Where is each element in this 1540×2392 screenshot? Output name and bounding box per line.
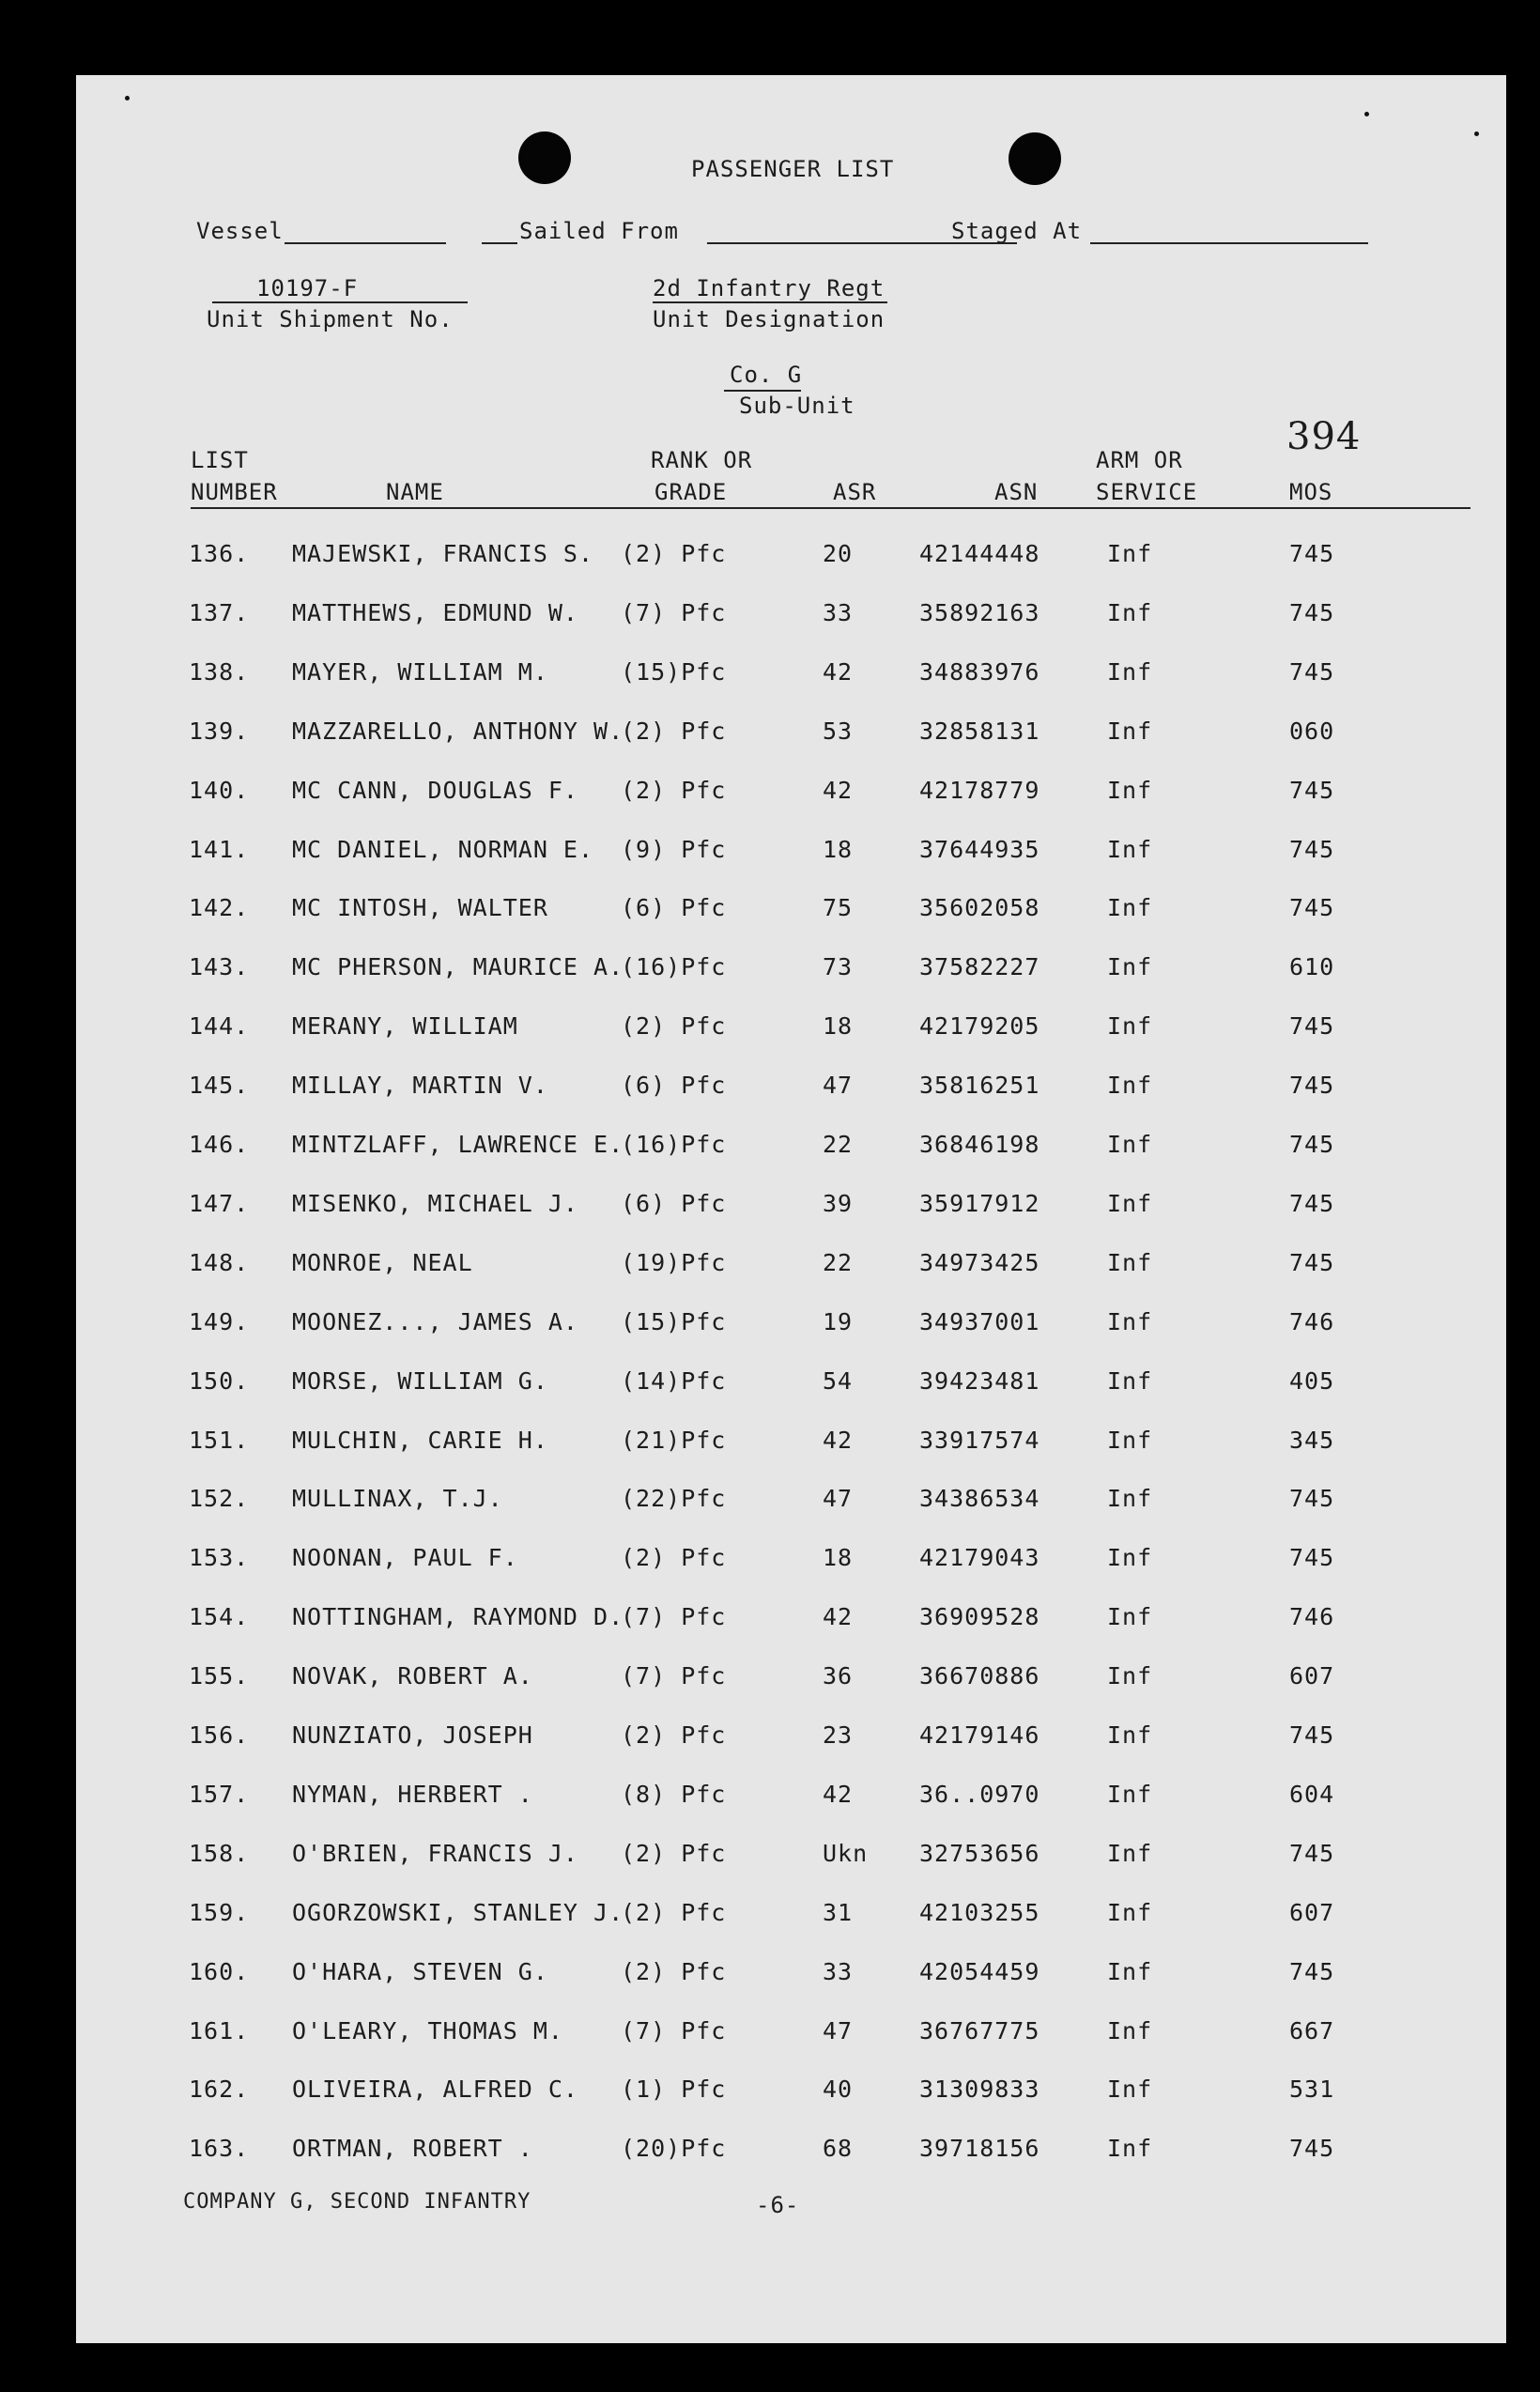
col-header-name: NAME bbox=[386, 479, 444, 505]
rank-grade: (15)Pfc bbox=[621, 657, 727, 686]
rank-grade: (2) Pfc bbox=[621, 1839, 727, 1867]
mos-code: 745 bbox=[1289, 1485, 1335, 1513]
arm-service: Inf bbox=[1107, 953, 1153, 981]
arm-service: Inf bbox=[1107, 1957, 1153, 1985]
rank-grade: (2) Pfc bbox=[621, 1898, 727, 1926]
passenger-name: MC DANIEL, NORMAN E. bbox=[292, 835, 594, 863]
list-number: 142. bbox=[189, 894, 250, 922]
mos-code: 745 bbox=[1289, 1957, 1335, 1985]
asr-score: 19 bbox=[823, 1307, 854, 1335]
mos-code: 345 bbox=[1289, 1426, 1335, 1454]
rank-grade: (2) Pfc bbox=[621, 776, 727, 804]
list-number: 144. bbox=[189, 1012, 250, 1041]
arm-service: Inf bbox=[1107, 1839, 1153, 1867]
rank-grade: (6) Pfc bbox=[621, 1072, 727, 1100]
asr-score: 33 bbox=[823, 1957, 854, 1985]
arm-service: Inf bbox=[1107, 2016, 1153, 2045]
rank-grade: (9) Pfc bbox=[621, 835, 727, 863]
asr-score: 42 bbox=[823, 776, 854, 804]
table-row bbox=[76, 1485, 1506, 1522]
arm-service: Inf bbox=[1107, 598, 1153, 626]
mos-code: 667 bbox=[1289, 2016, 1335, 2045]
page-stamp-number: 394 bbox=[1286, 415, 1362, 458]
army-serial-number: 33917574 bbox=[919, 1426, 1040, 1454]
arm-service: Inf bbox=[1107, 1072, 1153, 1100]
mos-code: 745 bbox=[1289, 835, 1335, 863]
table-row bbox=[76, 777, 1506, 814]
passenger-name: NOTTINGHAM, RAYMOND D. bbox=[292, 1603, 624, 1631]
table-row bbox=[76, 1190, 1506, 1227]
army-serial-number: 36..0970 bbox=[919, 1780, 1040, 1808]
passenger-name: MISENKO, MICHAEL J. bbox=[292, 1189, 578, 1217]
staged-at-field-line bbox=[1090, 242, 1368, 244]
army-serial-number: 42144448 bbox=[919, 540, 1040, 567]
col-header-asr: ASR bbox=[833, 479, 877, 505]
asr-score: 18 bbox=[823, 835, 854, 863]
list-number: 162. bbox=[189, 2076, 250, 2104]
table-row bbox=[76, 836, 1506, 873]
passenger-name: ORTMAN, ROBERT . bbox=[292, 2135, 533, 2163]
mos-code: 745 bbox=[1289, 1189, 1335, 1217]
table-row bbox=[76, 894, 1506, 932]
passenger-name: MULCHIN, CARIE H. bbox=[292, 1426, 548, 1454]
army-serial-number: 42103255 bbox=[919, 1898, 1040, 1926]
asr-score: 73 bbox=[823, 953, 854, 981]
arm-service: Inf bbox=[1107, 717, 1153, 745]
mos-code: 745 bbox=[1289, 1721, 1335, 1749]
list-number: 148. bbox=[189, 1248, 250, 1276]
list-number: 143. bbox=[189, 953, 250, 981]
unit-shipment-line bbox=[212, 301, 468, 303]
list-number: 150. bbox=[189, 1366, 250, 1395]
asr-score: 18 bbox=[823, 1544, 854, 1572]
rank-grade: (1) Pfc bbox=[621, 2076, 727, 2104]
list-number: 147. bbox=[189, 1189, 250, 1217]
table-row bbox=[76, 1249, 1506, 1287]
staged-at-label: Staged At bbox=[951, 218, 1083, 244]
army-serial-number: 35602058 bbox=[919, 894, 1040, 922]
asr-score: 33 bbox=[823, 598, 854, 626]
speck bbox=[125, 96, 130, 100]
rank-grade: (16)Pfc bbox=[621, 953, 727, 981]
asr-score: 42 bbox=[823, 1780, 854, 1808]
army-serial-number: 36909528 bbox=[919, 1603, 1040, 1631]
army-serial-number: 42179146 bbox=[919, 1721, 1040, 1749]
col-header-arm-2: SERVICE bbox=[1096, 479, 1198, 505]
passenger-name: MC PHERSON, MAURICE A. bbox=[292, 953, 624, 981]
rank-grade: (7) Pfc bbox=[621, 1662, 727, 1690]
arm-service: Inf bbox=[1107, 776, 1153, 804]
arm-service: Inf bbox=[1107, 1426, 1153, 1454]
col-header-mos: MOS bbox=[1289, 479, 1333, 505]
army-serial-number: 34937001 bbox=[919, 1307, 1040, 1335]
army-serial-number: 35892163 bbox=[919, 598, 1040, 626]
table-row bbox=[76, 1308, 1506, 1346]
list-number: 141. bbox=[189, 835, 250, 863]
table-row bbox=[76, 1544, 1506, 1582]
list-number: 161. bbox=[189, 2016, 250, 2045]
arm-service: Inf bbox=[1107, 1012, 1153, 1041]
sub-unit-line bbox=[724, 390, 801, 392]
army-serial-number: 39718156 bbox=[919, 2135, 1040, 2163]
mos-code: 610 bbox=[1289, 953, 1335, 981]
header-rule bbox=[191, 507, 1471, 509]
rank-grade: (2) Pfc bbox=[621, 1957, 727, 1985]
asr-score: 47 bbox=[823, 1485, 854, 1513]
passenger-name: O'LEARY, THOMAS M. bbox=[292, 2016, 563, 2045]
table-row bbox=[76, 1603, 1506, 1641]
arm-service: Inf bbox=[1107, 1131, 1153, 1158]
passenger-name: OLIVEIRA, ALFRED C. bbox=[292, 2076, 578, 2104]
arm-service: Inf bbox=[1107, 894, 1153, 922]
army-serial-number: 32858131 bbox=[919, 717, 1040, 745]
col-header-arm-1: ARM OR bbox=[1096, 447, 1183, 473]
vessel-field-line-2 bbox=[482, 242, 517, 244]
col-header-rank-1: RANK OR bbox=[651, 447, 753, 473]
asr-score: 75 bbox=[823, 894, 854, 922]
asr-score: 47 bbox=[823, 1072, 854, 1100]
passenger-name: MILLAY, MARTIN V. bbox=[292, 1072, 548, 1100]
asr-score: 53 bbox=[823, 717, 854, 745]
rank-grade: (2) Pfc bbox=[621, 1544, 727, 1572]
mos-code: 745 bbox=[1289, 2135, 1335, 2163]
rank-grade: (6) Pfc bbox=[621, 894, 727, 922]
table-row bbox=[76, 2076, 1506, 2113]
vessel-label: Vessel bbox=[196, 218, 284, 244]
passenger-name: OGORZOWSKI, STANLEY J. bbox=[292, 1898, 624, 1926]
list-number: 163. bbox=[189, 2135, 250, 2163]
punch-hole-left bbox=[518, 131, 571, 184]
mos-code: 745 bbox=[1289, 776, 1335, 804]
mos-code: 604 bbox=[1289, 1780, 1335, 1808]
arm-service: Inf bbox=[1107, 1780, 1153, 1808]
mos-code: 745 bbox=[1289, 598, 1335, 626]
rank-grade: (21)Pfc bbox=[621, 1426, 727, 1454]
footer-page-number: -6- bbox=[756, 2192, 800, 2218]
mos-code: 531 bbox=[1289, 2076, 1335, 2104]
passenger-name: O'HARA, STEVEN G. bbox=[292, 1957, 548, 1985]
army-serial-number: 34973425 bbox=[919, 1248, 1040, 1276]
list-number: 145. bbox=[189, 1072, 250, 1100]
list-number: 137. bbox=[189, 598, 250, 626]
table-row bbox=[76, 1072, 1506, 1109]
mos-code: 607 bbox=[1289, 1662, 1335, 1690]
rank-grade: (2) Pfc bbox=[621, 1721, 727, 1749]
passenger-name: NOONAN, PAUL F. bbox=[292, 1544, 518, 1572]
army-serial-number: 36767775 bbox=[919, 2016, 1040, 2045]
table-row bbox=[76, 540, 1506, 578]
rank-grade: (7) Pfc bbox=[621, 1603, 727, 1631]
table-row bbox=[76, 1899, 1506, 1937]
table-row bbox=[76, 1721, 1506, 1759]
army-serial-number: 35917912 bbox=[919, 1189, 1040, 1217]
col-header-list-1: LIST bbox=[191, 447, 249, 473]
army-serial-number: 36846198 bbox=[919, 1131, 1040, 1158]
rank-grade: (7) Pfc bbox=[621, 598, 727, 626]
mos-code: 745 bbox=[1289, 540, 1335, 567]
asr-score: 42 bbox=[823, 1426, 854, 1454]
list-number: 158. bbox=[189, 1839, 250, 1867]
table-row bbox=[76, 1781, 1506, 1818]
col-header-rank-2: GRADE bbox=[654, 479, 728, 505]
rank-grade: (15)Pfc bbox=[621, 1307, 727, 1335]
list-number: 140. bbox=[189, 776, 250, 804]
list-number: 155. bbox=[189, 1662, 250, 1690]
document-title: PASSENGER LIST bbox=[691, 156, 895, 182]
passenger-name: MAYER, WILLIAM M. bbox=[292, 657, 548, 686]
arm-service: Inf bbox=[1107, 540, 1153, 567]
asr-score: 22 bbox=[823, 1248, 854, 1276]
arm-service: Inf bbox=[1107, 2135, 1153, 2163]
arm-service: Inf bbox=[1107, 657, 1153, 686]
passenger-name: NYMAN, HERBERT . bbox=[292, 1780, 533, 1808]
arm-service: Inf bbox=[1107, 1189, 1153, 1217]
passenger-name: MERANY, WILLIAM bbox=[292, 1012, 518, 1041]
arm-service: Inf bbox=[1107, 1366, 1153, 1395]
table-row bbox=[76, 2135, 1506, 2172]
army-serial-number: 42179043 bbox=[919, 1544, 1040, 1572]
sub-unit: Co. G bbox=[730, 362, 803, 388]
list-number: 139. bbox=[189, 717, 250, 745]
army-serial-number: 31309833 bbox=[919, 2076, 1040, 2104]
list-number: 151. bbox=[189, 1426, 250, 1454]
army-serial-number: 34386534 bbox=[919, 1485, 1040, 1513]
arm-service: Inf bbox=[1107, 1603, 1153, 1631]
asr-score: 31 bbox=[823, 1898, 854, 1926]
unit-designation: 2d Infantry Regt bbox=[653, 275, 886, 301]
col-header-list-2: NUMBER bbox=[191, 479, 278, 505]
arm-service: Inf bbox=[1107, 835, 1153, 863]
footer-company: COMPANY G, SECOND INFANTRY bbox=[183, 2190, 531, 2214]
asr-score: 39 bbox=[823, 1189, 854, 1217]
punch-hole-right bbox=[1009, 132, 1061, 185]
arm-service: Inf bbox=[1107, 1307, 1153, 1335]
list-number: 153. bbox=[189, 1544, 250, 1572]
mos-code: 745 bbox=[1289, 1012, 1335, 1041]
rank-grade: (2) Pfc bbox=[621, 717, 727, 745]
army-serial-number: 37644935 bbox=[919, 835, 1040, 863]
passenger-name: MINTZLAFF, LAWRENCE E. bbox=[292, 1131, 624, 1158]
mos-code: 745 bbox=[1289, 1131, 1335, 1158]
vessel-field-line bbox=[285, 242, 446, 244]
document-page bbox=[76, 75, 1506, 2343]
arm-service: Inf bbox=[1107, 1248, 1153, 1276]
asr-score: 36 bbox=[823, 1662, 854, 1690]
arm-service: Inf bbox=[1107, 1721, 1153, 1749]
asr-score: 40 bbox=[823, 2076, 854, 2104]
speck bbox=[1474, 131, 1479, 136]
mos-code: 745 bbox=[1289, 1544, 1335, 1572]
passenger-name: NUNZIATO, JOSEPH bbox=[292, 1721, 533, 1749]
unit-designation-label: Unit Designation bbox=[653, 306, 886, 332]
list-number: 136. bbox=[189, 540, 250, 567]
passenger-name: MC INTOSH, WALTER bbox=[292, 894, 548, 922]
unit-shipment-label: Unit Shipment No. bbox=[207, 306, 454, 332]
mos-code: 607 bbox=[1289, 1898, 1335, 1926]
rank-grade: (2) Pfc bbox=[621, 540, 727, 567]
mos-code: 746 bbox=[1289, 1603, 1335, 1631]
asr-score: 47 bbox=[823, 2016, 854, 2045]
list-number: 149. bbox=[189, 1307, 250, 1335]
passenger-name: O'BRIEN, FRANCIS J. bbox=[292, 1839, 578, 1867]
mos-code: 405 bbox=[1289, 1366, 1335, 1395]
rank-grade: (20)Pfc bbox=[621, 2135, 727, 2163]
table-row bbox=[76, 1840, 1506, 1877]
asr-score: 54 bbox=[823, 1366, 854, 1395]
list-number: 138. bbox=[189, 657, 250, 686]
army-serial-number: 35816251 bbox=[919, 1072, 1040, 1100]
table-row bbox=[76, 658, 1506, 696]
asr-score: 42 bbox=[823, 1603, 854, 1631]
sub-unit-label: Sub-Unit bbox=[739, 393, 855, 419]
mos-code: 745 bbox=[1289, 657, 1335, 686]
list-number: 152. bbox=[189, 1485, 250, 1513]
asr-score: 23 bbox=[823, 1721, 854, 1749]
rank-grade: (16)Pfc bbox=[621, 1131, 727, 1158]
list-number: 146. bbox=[189, 1131, 250, 1158]
asr-score: 22 bbox=[823, 1131, 854, 1158]
asr-score: 42 bbox=[823, 657, 854, 686]
list-number: 160. bbox=[189, 1957, 250, 1985]
list-number: 154. bbox=[189, 1603, 250, 1631]
army-serial-number: 42179205 bbox=[919, 1012, 1040, 1041]
list-number: 159. bbox=[189, 1898, 250, 1926]
passenger-name: MAZZARELLO, ANTHONY W. bbox=[292, 717, 624, 745]
table-row bbox=[76, 1367, 1506, 1405]
asr-score: 18 bbox=[823, 1012, 854, 1041]
speck bbox=[1364, 112, 1369, 116]
table-row bbox=[76, 1427, 1506, 1464]
mos-code: 746 bbox=[1289, 1307, 1335, 1335]
table-row bbox=[76, 1131, 1506, 1168]
list-number: 156. bbox=[189, 1721, 250, 1749]
table-row bbox=[76, 2017, 1506, 2055]
mos-code: 745 bbox=[1289, 1072, 1335, 1100]
arm-service: Inf bbox=[1107, 1544, 1153, 1572]
rank-grade: (19)Pfc bbox=[621, 1248, 727, 1276]
rank-grade: (14)Pfc bbox=[621, 1366, 727, 1395]
army-serial-number: 37582227 bbox=[919, 953, 1040, 981]
table-row bbox=[76, 1662, 1506, 1700]
table-row bbox=[76, 599, 1506, 637]
col-header-asn: ASN bbox=[994, 479, 1039, 505]
passenger-name: MC CANN, DOUGLAS F. bbox=[292, 776, 578, 804]
mos-code: 745 bbox=[1289, 1839, 1335, 1867]
passenger-name: MULLINAX, T.J. bbox=[292, 1485, 503, 1513]
asr-score: Ukn bbox=[823, 1839, 869, 1867]
army-serial-number: 32753656 bbox=[919, 1839, 1040, 1867]
passenger-name: MAJEWSKI, FRANCIS S. bbox=[292, 540, 594, 567]
passenger-name: NOVAK, ROBERT A. bbox=[292, 1662, 533, 1690]
mos-code: 745 bbox=[1289, 1248, 1335, 1276]
asr-score: 68 bbox=[823, 2135, 854, 2163]
rank-grade: (2) Pfc bbox=[621, 1012, 727, 1041]
army-serial-number: 36670886 bbox=[919, 1662, 1040, 1690]
list-number: 157. bbox=[189, 1780, 250, 1808]
passenger-name: MATTHEWS, EDMUND W. bbox=[292, 598, 578, 626]
table-row bbox=[76, 1012, 1506, 1050]
rank-grade: (22)Pfc bbox=[621, 1485, 727, 1513]
army-serial-number: 42178779 bbox=[919, 776, 1040, 804]
asr-score: 20 bbox=[823, 540, 854, 567]
mos-code: 060 bbox=[1289, 717, 1335, 745]
rank-grade: (6) Pfc bbox=[621, 1189, 727, 1217]
army-serial-number: 34883976 bbox=[919, 657, 1040, 686]
passenger-name: MOONEZ..., JAMES A. bbox=[292, 1307, 578, 1335]
arm-service: Inf bbox=[1107, 1898, 1153, 1926]
army-serial-number: 39423481 bbox=[919, 1366, 1040, 1395]
army-serial-number: 42054459 bbox=[919, 1957, 1040, 1985]
table-row bbox=[76, 1958, 1506, 1996]
unit-designation-line bbox=[653, 301, 887, 303]
sailed-from-label: Sailed From bbox=[519, 218, 679, 244]
arm-service: Inf bbox=[1107, 2076, 1153, 2104]
table-row bbox=[76, 718, 1506, 755]
unit-shipment-number: 10197-F bbox=[256, 275, 359, 301]
mos-code: 745 bbox=[1289, 894, 1335, 922]
arm-service: Inf bbox=[1107, 1662, 1153, 1690]
rank-grade: (7) Pfc bbox=[621, 2016, 727, 2045]
rank-grade: (8) Pfc bbox=[621, 1780, 727, 1808]
passenger-name: MORSE, WILLIAM G. bbox=[292, 1366, 548, 1395]
table-row bbox=[76, 953, 1506, 991]
passenger-name: MONROE, NEAL bbox=[292, 1248, 473, 1276]
arm-service: Inf bbox=[1107, 1485, 1153, 1513]
